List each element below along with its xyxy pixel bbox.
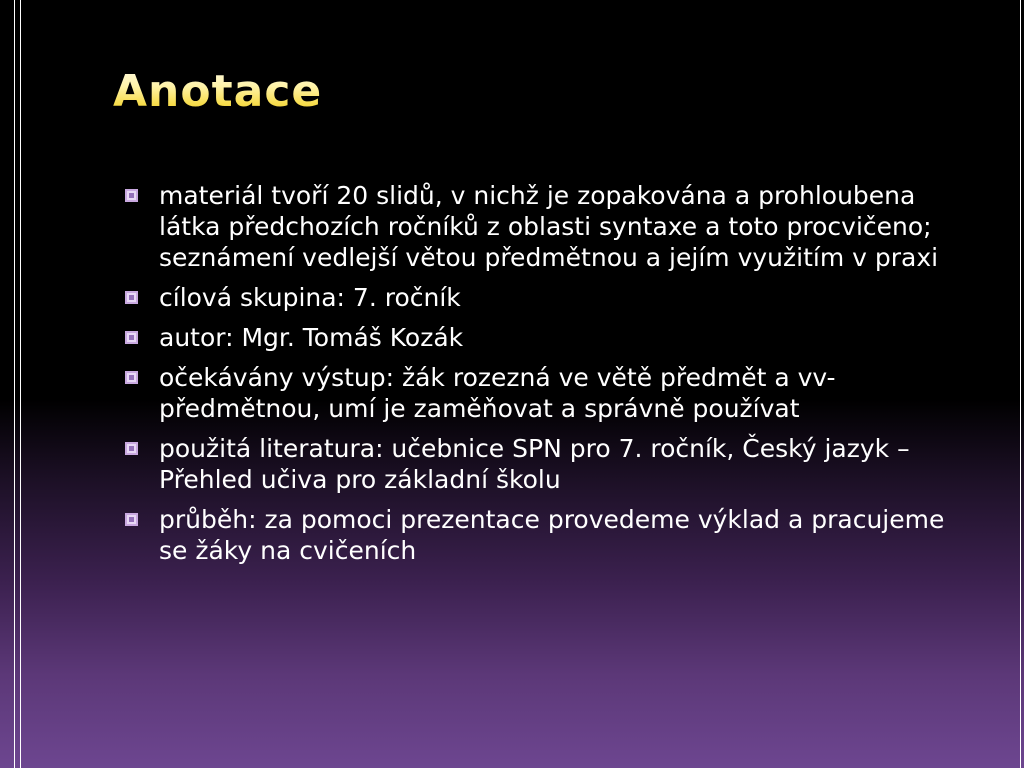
bullet-list (122, 180, 972, 575)
square-bullet-icon (125, 189, 138, 202)
bullet-text: očekávány výstup: žák rozezná ve větě předmět a vv-předmětnou, umí je zaměňovat a správně používat (159, 363, 836, 423)
bullet-item (122, 180, 972, 273)
bullet-text: použitá literatura: učebnice SPN pro 7. ročník, Český jazyk – Přehled učiva pro základní školu (159, 434, 910, 494)
slide-title: Anotace (113, 66, 323, 117)
square-bullet-icon (125, 371, 138, 384)
bullet-text: autor: Mgr. Tomáš Kozák (159, 323, 464, 352)
bullet-text: materiál tvoří 20 slidů, v nichž je zopakována a prohloubena látka předchozích ročníků z oblasti syntaxe a toto procvičeno; seznámení vedlejší větou předmětnou a jejím využitím v praxi (159, 181, 939, 272)
left-border-line-inner (20, 0, 21, 768)
bullet-text: cílová skupina: 7. ročník (159, 283, 461, 312)
square-bullet-icon (125, 291, 138, 304)
bullet-item (122, 282, 972, 313)
square-bullet-icon (125, 331, 138, 344)
bullet-item (122, 362, 972, 424)
bullet-item (122, 433, 972, 495)
bullet-item (122, 504, 972, 566)
square-bullet-icon (125, 513, 138, 526)
bullet-text: průběh: za pomoci prezentace provedeme výklad a pracujeme se žáky na cvičeních (159, 505, 945, 565)
bullet-item (122, 322, 972, 353)
left-border-line (14, 0, 15, 768)
right-border-line (1020, 0, 1021, 768)
square-bullet-icon (125, 442, 138, 455)
